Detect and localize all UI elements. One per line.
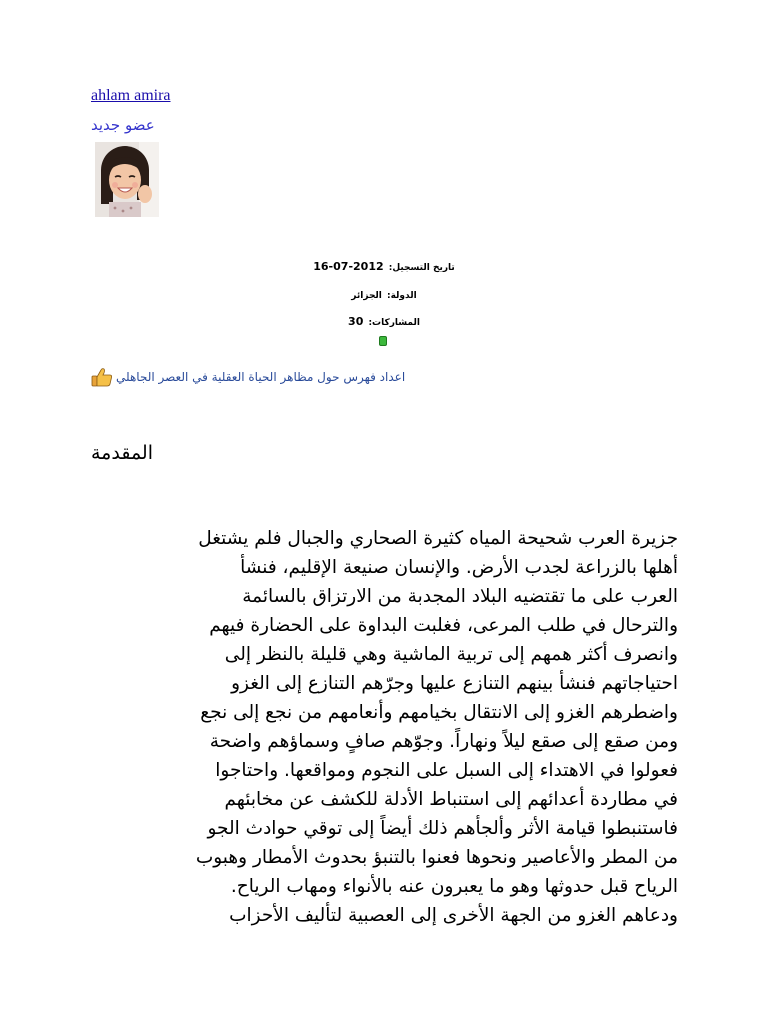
body-line: من المطر والأعاصير ونحوها فعنوا بالتنبؤ بحدوث الأمطار وهبوب <box>195 847 678 868</box>
post-title: اعداد فهرس حول مظاهر الحياة العقلية في العصر الجاهلي <box>116 370 406 384</box>
section-heading: المقدمة <box>91 442 154 464</box>
registration-date-label: تاريخ التسجيل: <box>388 263 455 273</box>
avatar-photo-icon <box>95 142 159 217</box>
post-title-row <box>91 366 405 388</box>
body-line: أهلها بالزراعة لجدب الأرض. والإنسان صنيعة الإقليم، فنشأ <box>240 557 678 578</box>
post-body <box>88 524 678 930</box>
registration-date-row <box>200 255 568 274</box>
posts-count-row <box>200 310 568 329</box>
body-line: فاستنبطوا قيامة الأثر وألجأهم ذلك أيضاً إلى توقي حوادث الجو <box>207 818 678 839</box>
body-line: الرياح قبل حدوثها وهو ما يعبرون عنه بالأنواء ومهاب الرياح. <box>230 876 678 897</box>
body-line: واضطرهم الغزو إلى الانتقال بخيامهم وأنعامهم من نجع إلى نجع <box>200 702 678 723</box>
body-line: في مطاردة أعدائهم إلى استنباط الأدلة للكشف عن مخابئهم <box>224 789 678 810</box>
member-rank-label: عضو جديد <box>91 116 155 134</box>
registration-date-value: 2012-07-16 <box>313 260 384 273</box>
username-link[interactable]: ahlam amira <box>91 87 171 104</box>
user-avatar[interactable] <box>95 142 159 217</box>
body-line: جزيرة العرب شحيحة المياه كثيرة الصحاري والجبال فلم يشتغل <box>198 528 678 549</box>
body-line: ومن صقع إلى صقع ليلاً ونهاراً. وجوّهم صافٍ وسماؤهم واضحة <box>209 731 678 752</box>
thumbs-up-icon <box>91 367 113 387</box>
posts-count-value: 30 <box>348 315 364 328</box>
body-line: العرب على ما تقتضيه البلاد المجدبة من الارتزاق بالسائمة <box>242 586 678 607</box>
country-label: الدولة: <box>387 291 417 301</box>
body-line: فعولوا في الاهتداء إلى السبل على النجوم ومواقعها. واحتاجوا <box>215 760 678 781</box>
country-value: الجزائر <box>351 291 382 301</box>
country-row <box>200 283 568 302</box>
online-status-icon <box>379 336 387 346</box>
body-line: احتياجاتهم فنشأ بينهم التنازع عليها وجرّهم التنازع إلى الغزو <box>231 673 678 694</box>
posts-count-label: المشاركات: <box>368 318 420 328</box>
body-line: والترحال في طلب المرعى، فغلبت البداوة على الحضارة فيهم <box>209 615 678 636</box>
body-line: وانصرف أكثر همهم إلى تربية الماشية وهي قليلة بالنظر إلى <box>224 644 678 665</box>
body-line: ودعاهم الغزو من الجهة الأخرى إلى العصبية لتأليف الأحزاب <box>229 905 678 926</box>
